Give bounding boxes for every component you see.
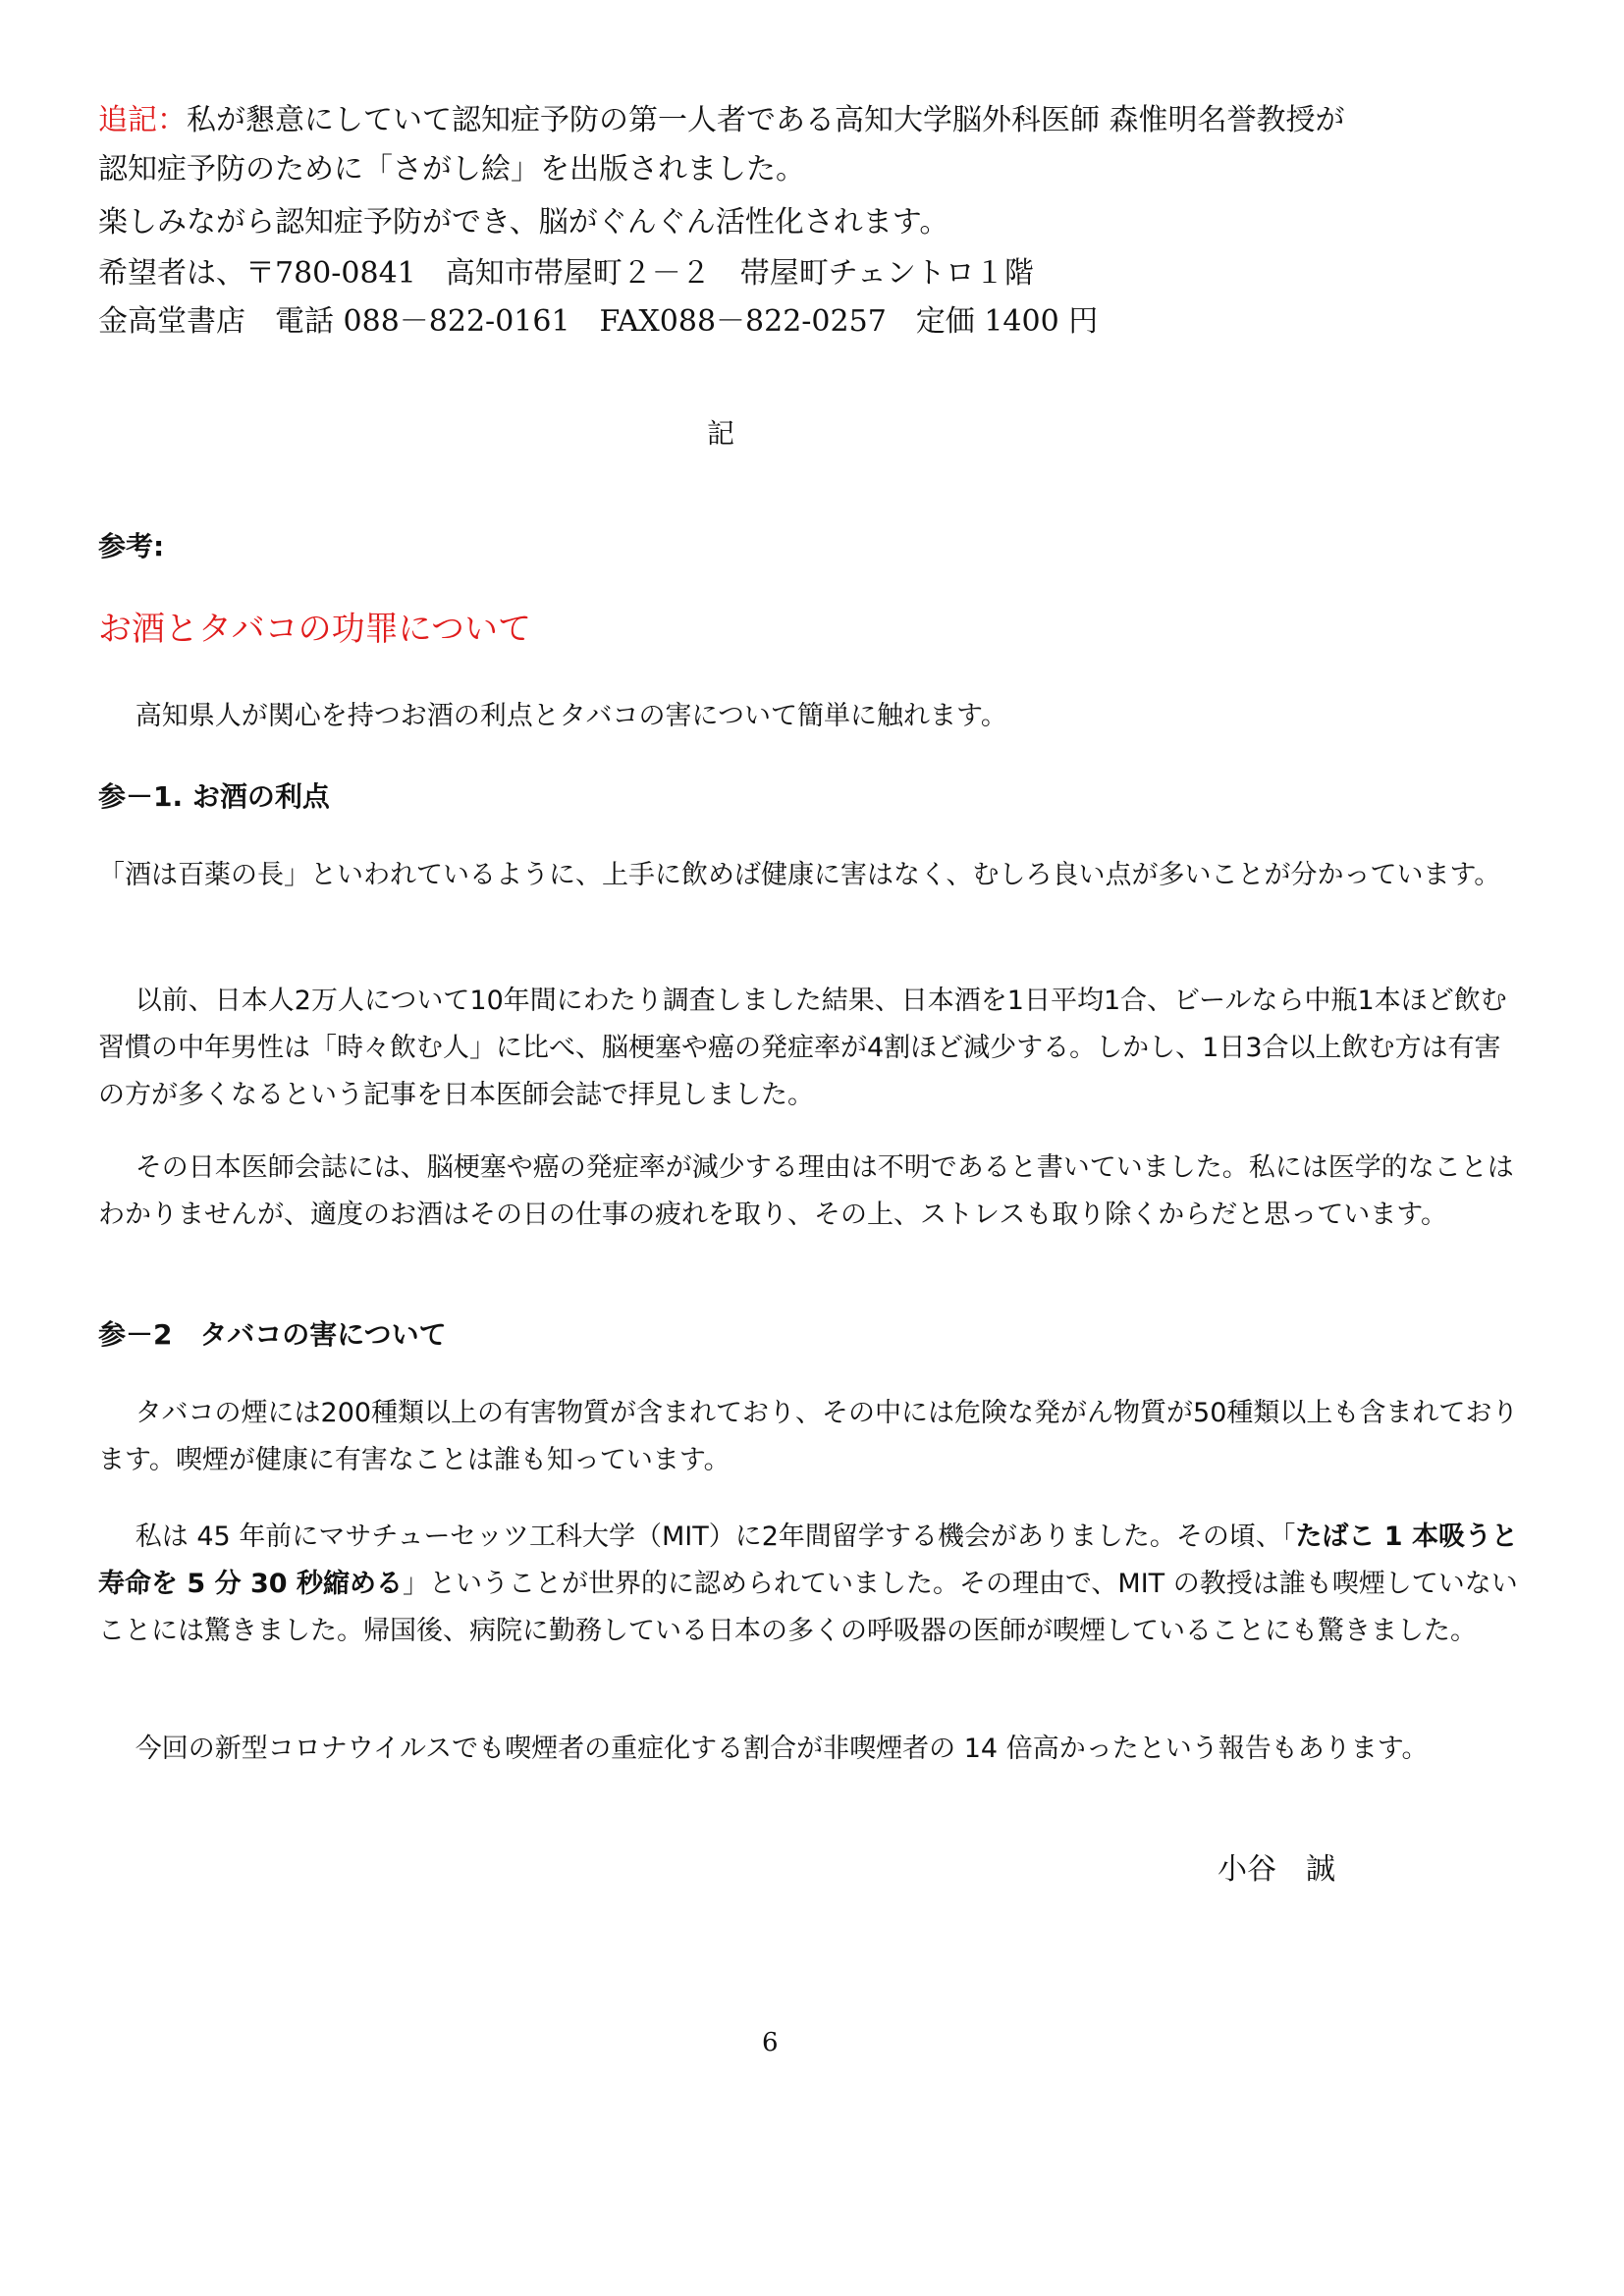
section2-heading: 参－2 タバコの害について [98,1318,447,1351]
reference-label: 参考: [98,530,165,562]
addendum-line-3: 楽しみながら認知症予防ができ、脳がぐんぐん活性化されます。 [98,205,949,240]
section1-heading: 参－1. お酒の利点 [98,780,330,813]
ki-marker: 記 [707,417,735,450]
addendum-text-1: 私が懇意にしていて認知症予防の第一人者である高知大学脳外科医師 森惟明名誉教授が [187,103,1345,137]
section2-paragraph-2-start: 私は 45 年前にマサチューセッツ工科大学（MIT）に2年間留学する機会がありました。その頃、「 [135,1522,1296,1552]
section2-paragraph-2-emphasis: たばこ 1 本吸うと寿命を 5 分 30 秒縮める [98,1522,1518,1599]
section1-paragraph-3: その日本医師会誌には、脳梗塞や癌の発症率が減少する理由は不明であると書いていました。私には医学的なことはわかりませんが、適度のお酒はその日の仕事の疲れを取り、その上、ストレスも取り除くからだと思っています。 [98,1152,1514,1230]
addendum-line-5: 金高堂書店 電話 088－822-0161 FAX088－822-0257 定価 1400 円 [98,304,1099,339]
addendum-line-2: 認知症予防のために「さがし絵」を出版されました。 [98,152,805,187]
section2-paragraph-3: 今回の新型コロナウイルスでも喫煙者の重症化する割合が非喫煙者の 14 倍高かったという報告もあります。 [135,1734,1429,1764]
addendum-line-1 [98,101,1345,140]
section2-paragraph-2 [98,1514,1522,1655]
addendum-line-4: 希望者は、〒780-0841 高知市帯屋町２－２ 帯屋町チェントロ１階 [98,256,1034,291]
section2-paragraph-1: タバコの煙には200種類以上の有害物質が含まれており、その中には危険な発がん物質が50種類以上も含まれております。喫煙が健康に有害なことは誰も知っています。 [98,1398,1519,1475]
author-signature: 小谷 誠 [1218,1852,1335,1887]
intro-paragraph: 高知県人が関心を持つお酒の利点とタバコの害について簡単に触れます。 [135,701,1007,731]
page-number: 6 [762,2028,779,2057]
section1-paragraph-2: 以前、日本人2万人について10年間にわたり調査しました結果、日本酒を1日平均1合、ビールなら中瓶1本ほど飲む習慣の中年男性は「時々飲む人」に比べ、脳梗塞や癌の発症率が4割ほど減少する。しかし、1日3合以上飲む方は有害の方が多くなるという記事を日本医師会誌で拝見しました。 [98,986,1507,1110]
addendum-label: 追記： [98,103,187,137]
page-title: お酒とタバコの功罪について [98,610,531,649]
section2-paragraph-2-end: 」ということが世界的に認められていました。その理由で、MIT の教授は誰も喫煙していないことには驚きました。帰国後、病院に勤務している日本の多くの呼吸器の医師が喫煙していることにも驚きました。 [98,1569,1518,1646]
section1-paragraph-1: 「酒は百薬の長」といわれているように、上手に飲めば健康に害はなく、むしろ良い点が多いことが分かっています。 [98,860,1501,890]
